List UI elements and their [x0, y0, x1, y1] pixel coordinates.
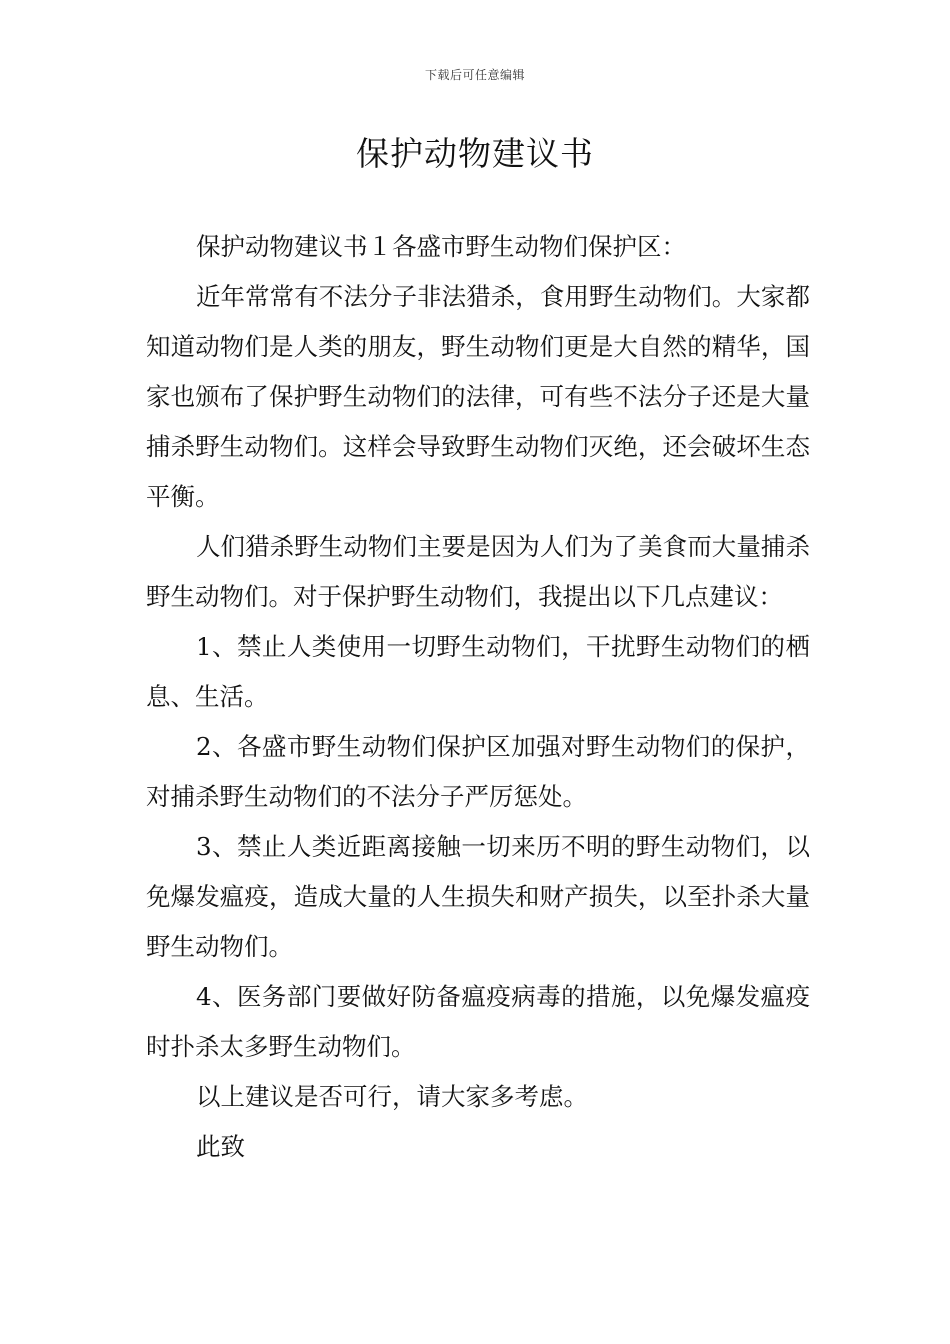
paragraph-background: 近年常常有不法分子非法猎杀，食用野生动物们。大家都知道动物们是人类的朋友，野生动物们更是大自然的精华，国家也颁布了保护野生动物们的法律，可有些不法分子还是大量捕杀野生动物们。这样会导致野生动物们灭绝，还会破坏生态平衡。 — [146, 282, 810, 511]
paragraph-closing: 以上建议是否可行，请大家多考虑。 — [196, 1082, 588, 1111]
suggestion-item-2: 2、各盛市野生动物们保护区加强对野生动物们的保护，对捕杀野生动物们的不法分子严厉惩处。 — [146, 732, 810, 811]
document-title: 保护动物建议书 — [356, 134, 594, 173]
suggestion-item-3: 3、禁止人类近距离接触一切来历不明的野生动物们，以免爆发瘟疫，造成大量的人生损失和财产损失，以至扑杀大量野生动物们。 — [146, 832, 810, 961]
suggestion-item-4: 4、医务部门要做好防备瘟疫病毒的措施，以免爆发瘟疫时扑杀太多野生动物们。 — [146, 982, 810, 1061]
paragraph-regards: 此致 — [196, 1132, 245, 1161]
paragraph-reason: 人们猎杀野生动物们主要是因为人们为了美食而大量捕杀野生动物们。对于保护野生动物们，我提出以下几点建议： — [146, 532, 810, 611]
paragraph-salutation: 保护动物建议书１各盛市野生动物们保护区： — [196, 232, 686, 261]
document-body — [146, 222, 810, 1172]
suggestion-item-1: 1、禁止人类使用一切野生动物们，干扰野生动物们的栖息、生活。 — [146, 632, 810, 711]
header-note: 下载后可任意编辑 — [424, 68, 525, 82]
